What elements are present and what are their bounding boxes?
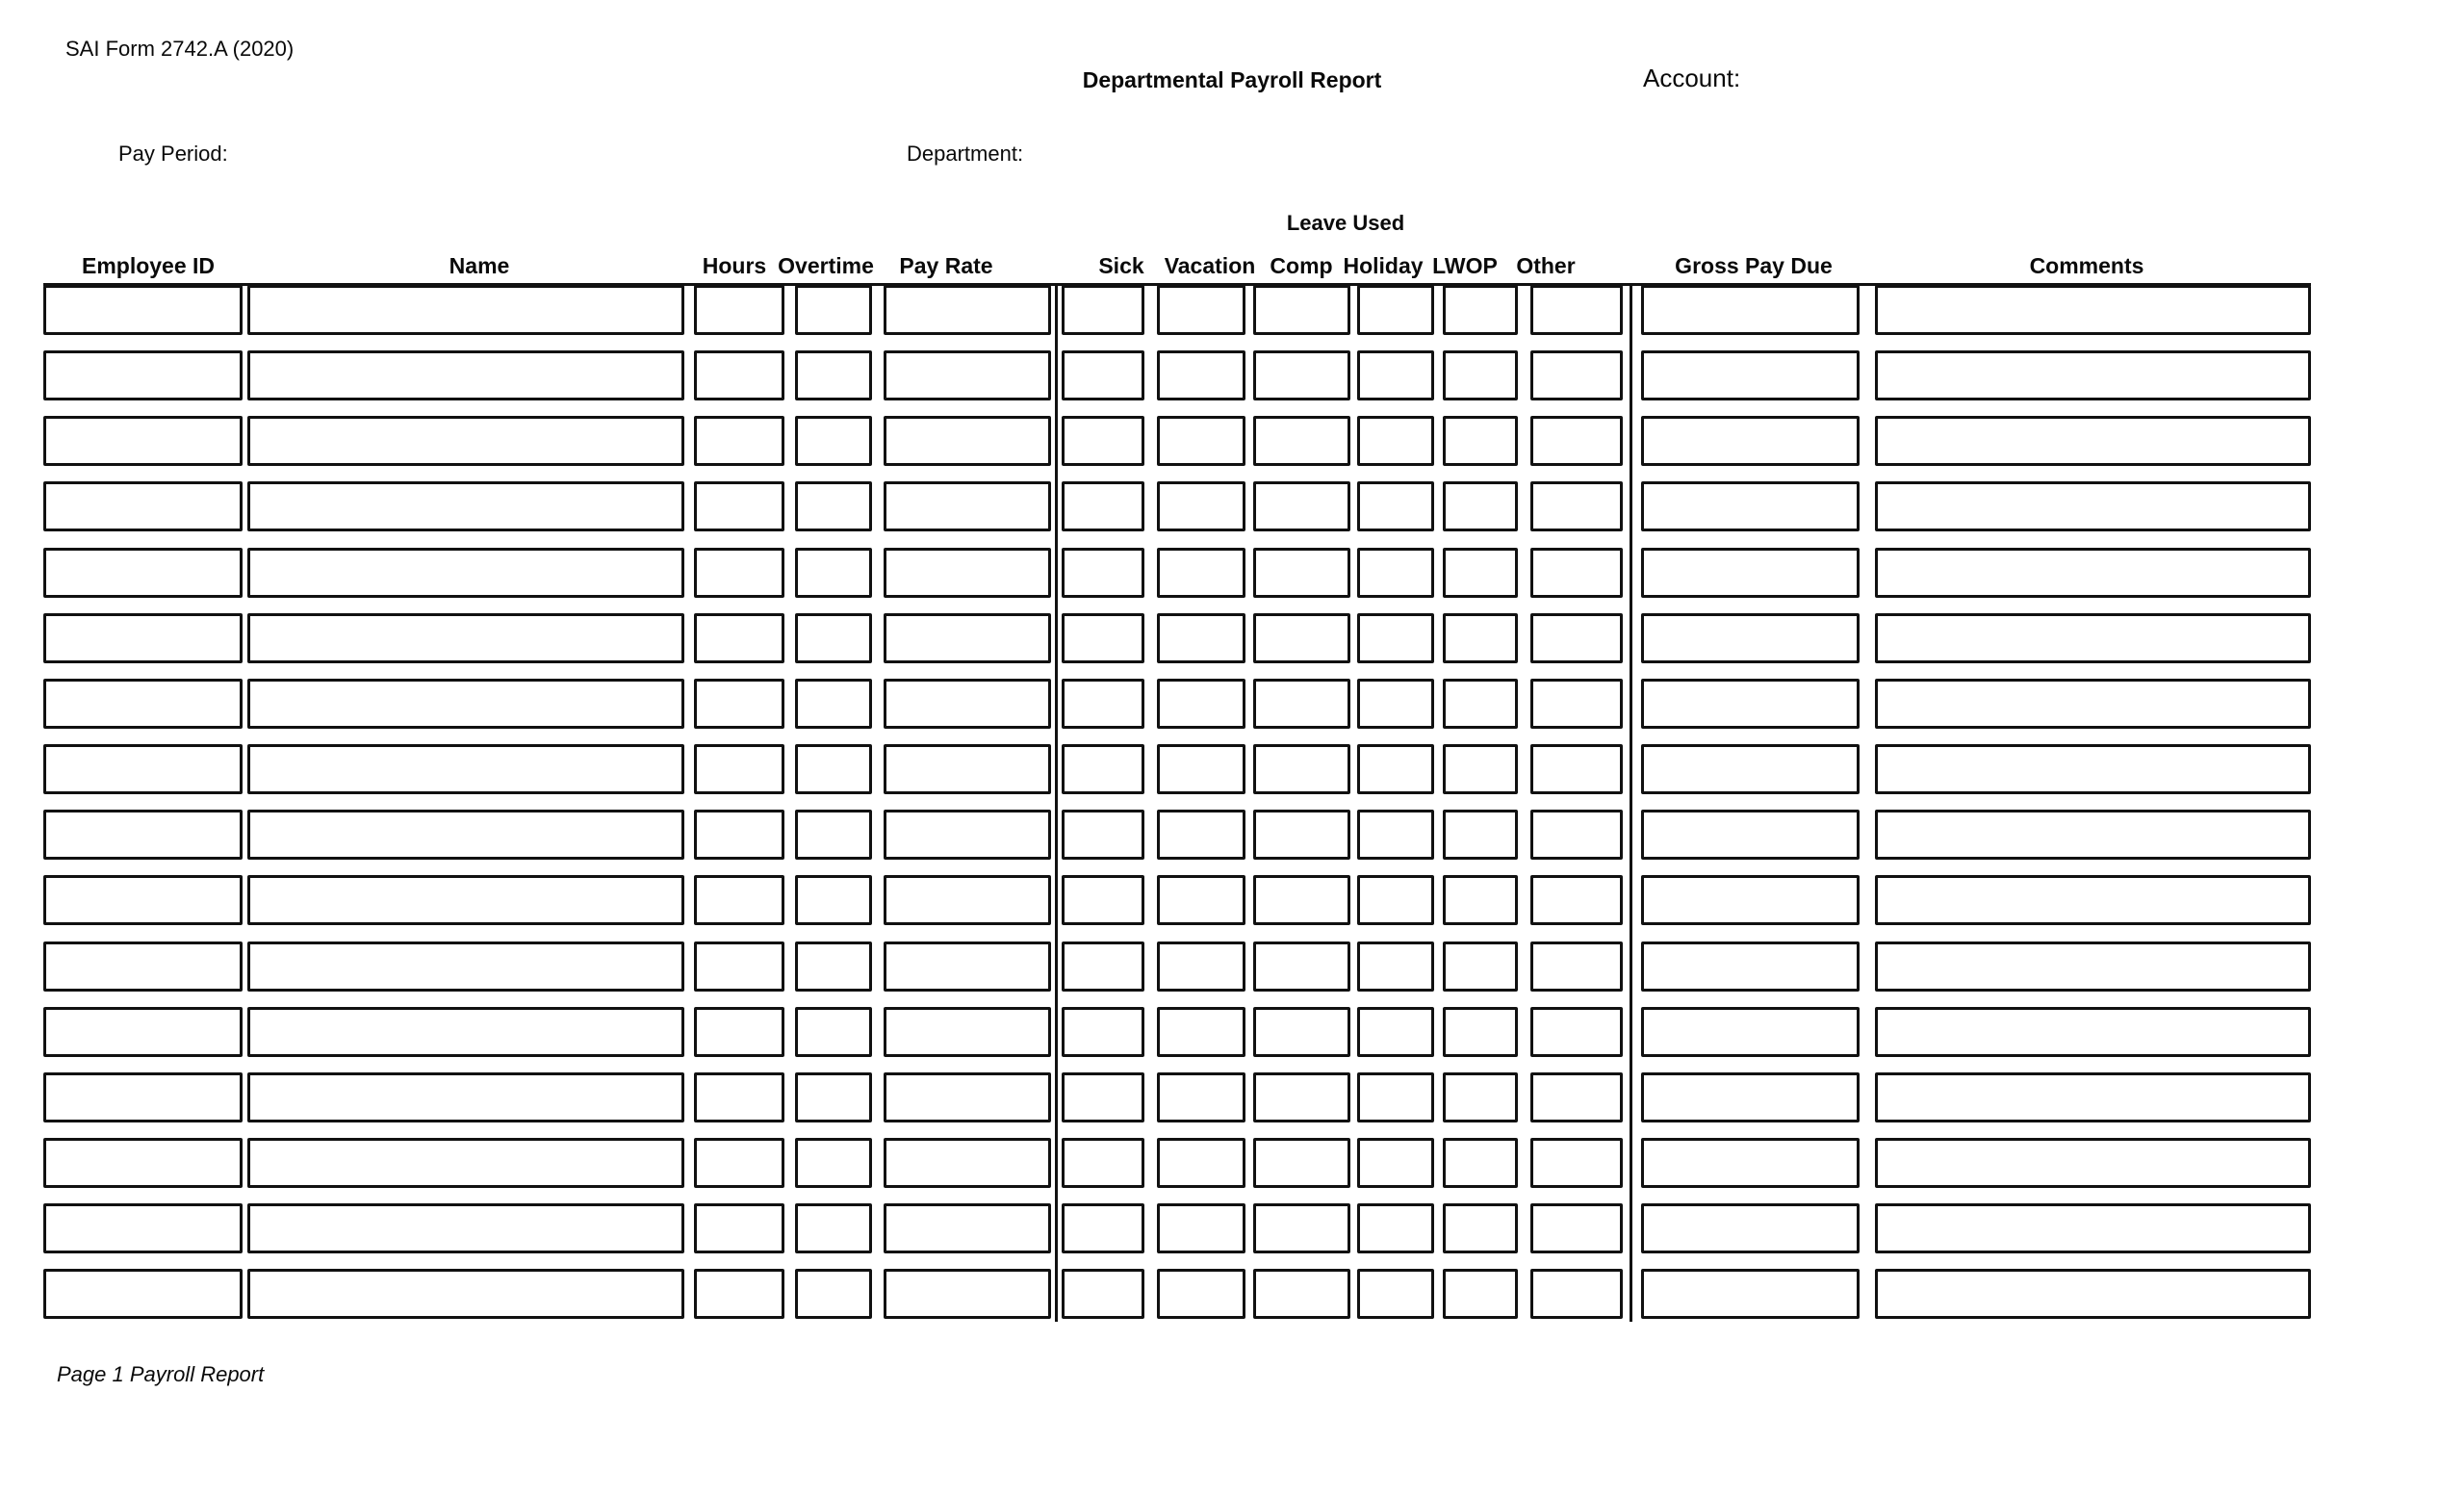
cell-sick-row-11[interactable] [1062,941,1144,992]
cell-sick-row-9[interactable] [1062,810,1144,860]
cell-lwop-row-10[interactable] [1443,875,1518,925]
cell-holiday-row-13[interactable] [1357,1072,1434,1122]
cell-overtime-row-15[interactable] [795,1203,872,1253]
cell-holiday-row-12[interactable] [1357,1007,1434,1057]
cell-holiday-row-1[interactable] [1357,285,1434,335]
cell-holiday-row-14[interactable] [1357,1138,1434,1188]
cell-hours-row-2[interactable] [694,350,784,400]
cell-other-row-12[interactable] [1530,1007,1623,1057]
cell-name-row-9[interactable] [247,810,684,860]
cell-overtime-row-13[interactable] [795,1072,872,1122]
cell-lwop-row-7[interactable] [1443,679,1518,729]
cell-other-row-2[interactable] [1530,350,1623,400]
column-header-lwop: LWOP [1432,253,1498,278]
cell-overtime-row-2[interactable] [795,350,872,400]
cell-pay-rate-row-11[interactable] [884,941,1051,992]
cell-comments-row-3[interactable] [1875,416,2311,466]
cell-lwop-row-15[interactable] [1443,1203,1518,1253]
cell-comments-row-9[interactable] [1875,810,2311,860]
cell-holiday-row-2[interactable] [1357,350,1434,400]
cell-holiday-row-7[interactable] [1357,679,1434,729]
cell-name-row-10[interactable] [247,875,684,925]
table-row-11 [0,941,2464,992]
cell-pay-rate-row-6[interactable] [884,613,1051,663]
table-row-2 [0,350,2464,400]
cell-hours-row-10[interactable] [694,875,784,925]
column-header-pay-rate: Pay Rate [899,253,993,278]
cell-vacation-row-2[interactable] [1157,350,1245,400]
cell-comments-row-11[interactable] [1875,941,2311,992]
pay-period-label: Pay Period: [118,142,228,166]
cell-comments-row-15[interactable] [1875,1203,2311,1253]
cell-name-row-8[interactable] [247,744,684,794]
cell-other-row-7[interactable] [1530,679,1623,729]
column-header-vacation: Vacation [1164,253,1256,278]
cell-comments-row-6[interactable] [1875,613,2311,663]
table-row-10 [0,875,2464,925]
table-row-3 [0,416,2464,466]
cell-gross-pay-due-row-3[interactable] [1641,416,1860,466]
cell-vacation-row-5[interactable] [1157,548,1245,598]
cell-vacation-row-9[interactable] [1157,810,1245,860]
cell-pay-rate-row-4[interactable] [884,481,1051,531]
cell-overtime-row-16[interactable] [795,1269,872,1319]
cell-pay-rate-row-8[interactable] [884,744,1051,794]
cell-lwop-row-6[interactable] [1443,613,1518,663]
cell-gross-pay-due-row-7[interactable] [1641,679,1860,729]
column-header-name: Name [449,253,510,278]
cell-comp-row-13[interactable] [1253,1072,1350,1122]
cell-vacation-row-4[interactable] [1157,481,1245,531]
cell-employee-id-row-11[interactable] [43,941,243,992]
cell-employee-id-row-16[interactable] [43,1269,243,1319]
cell-lwop-row-16[interactable] [1443,1269,1518,1319]
cell-vacation-row-13[interactable] [1157,1072,1245,1122]
cell-employee-id-row-1[interactable] [43,285,243,335]
cell-hours-row-5[interactable] [694,548,784,598]
cell-comp-row-10[interactable] [1253,875,1350,925]
account-label: Account: [1643,64,1741,92]
cell-name-row-6[interactable] [247,613,684,663]
cell-hours-row-8[interactable] [694,744,784,794]
cell-overtime-row-12[interactable] [795,1007,872,1057]
page-footer: Page 1 Payroll Report [57,1362,265,1386]
cell-employee-id-row-10[interactable] [43,875,243,925]
column-header-employee-id: Employee ID [81,253,216,278]
table-row-12 [0,1007,2464,1057]
cell-lwop-row-2[interactable] [1443,350,1518,400]
cell-name-row-7[interactable] [247,679,684,729]
cell-comments-row-4[interactable] [1875,481,2311,531]
cell-comments-row-7[interactable] [1875,679,2311,729]
cell-other-row-9[interactable] [1530,810,1623,860]
cell-other-row-5[interactable] [1530,548,1623,598]
cell-gross-pay-due-row-9[interactable] [1641,810,1860,860]
cell-name-row-12[interactable] [247,1007,684,1057]
cell-vacation-row-11[interactable] [1157,941,1245,992]
cell-other-row-15[interactable] [1530,1203,1623,1253]
column-header-hours: Hours [702,253,767,278]
table-row-13 [0,1072,2464,1122]
cell-lwop-row-13[interactable] [1443,1072,1518,1122]
cell-vacation-row-10[interactable] [1157,875,1245,925]
cell-sick-row-14[interactable] [1062,1138,1144,1188]
column-header-comments: Comments [2029,253,2144,278]
cell-other-row-6[interactable] [1530,613,1623,663]
cell-pay-rate-row-3[interactable] [884,416,1051,466]
cell-hours-row-11[interactable] [694,941,784,992]
cell-employee-id-row-2[interactable] [43,350,243,400]
cell-gross-pay-due-row-14[interactable] [1641,1138,1860,1188]
cell-holiday-row-4[interactable] [1357,481,1434,531]
cell-employee-id-row-13[interactable] [43,1072,243,1122]
cell-other-row-16[interactable] [1530,1269,1623,1319]
cell-sick-row-13[interactable] [1062,1072,1144,1122]
cell-comp-row-7[interactable] [1253,679,1350,729]
cell-holiday-row-9[interactable] [1357,810,1434,860]
leave-used-group-header: Leave Used [1286,211,1405,235]
cell-vacation-row-15[interactable] [1157,1203,1245,1253]
cell-other-row-13[interactable] [1530,1072,1623,1122]
cell-overtime-row-14[interactable] [795,1138,872,1188]
cell-holiday-row-3[interactable] [1357,416,1434,466]
cell-comp-row-1[interactable] [1253,285,1350,335]
cell-comp-row-12[interactable] [1253,1007,1350,1057]
cell-employee-id-row-4[interactable] [43,481,243,531]
cell-lwop-row-9[interactable] [1443,810,1518,860]
cell-pay-rate-row-1[interactable] [884,285,1051,335]
cell-comp-row-14[interactable] [1253,1138,1350,1188]
cell-comments-row-8[interactable] [1875,744,2311,794]
form-number: SAI Form 2742.A (2020) [65,37,295,61]
cell-overtime-row-10[interactable] [795,875,872,925]
cell-sick-row-16[interactable] [1062,1269,1144,1319]
cell-name-row-3[interactable] [247,416,684,466]
cell-employee-id-row-3[interactable] [43,416,243,466]
column-header-gross-pay-due: Gross Pay Due [1675,253,1833,278]
cell-holiday-row-10[interactable] [1357,875,1434,925]
cell-hours-row-12[interactable] [694,1007,784,1057]
cell-vacation-row-14[interactable] [1157,1138,1245,1188]
cell-pay-rate-row-12[interactable] [884,1007,1051,1057]
cell-gross-pay-due-row-6[interactable] [1641,613,1860,663]
column-header-holiday: Holiday [1343,253,1424,278]
cell-lwop-row-1[interactable] [1443,285,1518,335]
cell-sick-row-6[interactable] [1062,613,1144,663]
cell-name-row-1[interactable] [247,285,684,335]
cell-lwop-row-12[interactable] [1443,1007,1518,1057]
cell-vacation-row-16[interactable] [1157,1269,1245,1319]
cell-employee-id-row-6[interactable] [43,613,243,663]
cell-overtime-row-3[interactable] [795,416,872,466]
cell-other-row-11[interactable] [1530,941,1623,992]
cell-lwop-row-4[interactable] [1443,481,1518,531]
cell-gross-pay-due-row-8[interactable] [1641,744,1860,794]
cell-other-row-8[interactable] [1530,744,1623,794]
cell-holiday-row-8[interactable] [1357,744,1434,794]
cell-overtime-row-6[interactable] [795,613,872,663]
cell-gross-pay-due-row-13[interactable] [1641,1072,1860,1122]
cell-name-row-16[interactable] [247,1269,684,1319]
table-row-1 [0,285,2464,335]
table-row-6 [0,613,2464,663]
cell-holiday-row-15[interactable] [1357,1203,1434,1253]
table-row-15 [0,1203,2464,1253]
cell-pay-rate-row-5[interactable] [884,548,1051,598]
cell-hours-row-15[interactable] [694,1203,784,1253]
cell-name-row-14[interactable] [247,1138,684,1188]
cell-sick-row-1[interactable] [1062,285,1144,335]
cell-holiday-row-16[interactable] [1357,1269,1434,1319]
cell-pay-rate-row-16[interactable] [884,1269,1051,1319]
cell-overtime-row-8[interactable] [795,744,872,794]
cell-comments-row-5[interactable] [1875,548,2311,598]
cell-gross-pay-due-row-11[interactable] [1641,941,1860,992]
cell-comp-row-2[interactable] [1253,350,1350,400]
cell-other-row-14[interactable] [1530,1138,1623,1188]
table-row-16 [0,1269,2464,1319]
cell-employee-id-row-5[interactable] [43,548,243,598]
cell-gross-pay-due-row-12[interactable] [1641,1007,1860,1057]
cell-name-row-4[interactable] [247,481,684,531]
department-label: Department: [907,142,1024,166]
cell-gross-pay-due-row-2[interactable] [1641,350,1860,400]
cell-comp-row-5[interactable] [1253,548,1350,598]
table-row-8 [0,744,2464,794]
cell-comments-row-13[interactable] [1875,1072,2311,1122]
cell-comp-row-11[interactable] [1253,941,1350,992]
cell-hours-row-1[interactable] [694,285,784,335]
cell-sick-row-2[interactable] [1062,350,1144,400]
cell-comp-row-8[interactable] [1253,744,1350,794]
cell-overtime-row-5[interactable] [795,548,872,598]
cell-comp-row-6[interactable] [1253,613,1350,663]
cell-hours-row-13[interactable] [694,1072,784,1122]
cell-overtime-row-9[interactable] [795,810,872,860]
cell-gross-pay-due-row-4[interactable] [1641,481,1860,531]
cell-name-row-2[interactable] [247,350,684,400]
cell-hours-row-3[interactable] [694,416,784,466]
cell-comp-row-3[interactable] [1253,416,1350,466]
cell-other-row-4[interactable] [1530,481,1623,531]
cell-employee-id-row-12[interactable] [43,1007,243,1057]
cell-name-row-13[interactable] [247,1072,684,1122]
cell-name-row-5[interactable] [247,548,684,598]
cell-comments-row-2[interactable] [1875,350,2311,400]
cell-pay-rate-row-14[interactable] [884,1138,1051,1188]
cell-vacation-row-3[interactable] [1157,416,1245,466]
cell-other-row-10[interactable] [1530,875,1623,925]
table-row-9 [0,810,2464,860]
column-header-overtime: Overtime [778,253,874,278]
table-row-5 [0,548,2464,598]
cell-gross-pay-due-row-10[interactable] [1641,875,1860,925]
cell-holiday-row-11[interactable] [1357,941,1434,992]
cell-other-row-1[interactable] [1530,285,1623,335]
page-title: Departmental Payroll Report [1082,67,1382,92]
cell-comp-row-16[interactable] [1253,1269,1350,1319]
cell-hours-row-9[interactable] [694,810,784,860]
cell-hours-row-4[interactable] [694,481,784,531]
cell-pay-rate-row-15[interactable] [884,1203,1051,1253]
cell-gross-pay-due-row-5[interactable] [1641,548,1860,598]
cell-employee-id-row-14[interactable] [43,1138,243,1188]
cell-holiday-row-5[interactable] [1357,548,1434,598]
cell-lwop-row-11[interactable] [1443,941,1518,992]
table-row-4 [0,481,2464,531]
cell-overtime-row-1[interactable] [795,285,872,335]
cell-overtime-row-11[interactable] [795,941,872,992]
cell-comments-row-10[interactable] [1875,875,2311,925]
cell-pay-rate-row-2[interactable] [884,350,1051,400]
cell-gross-pay-due-row-16[interactable] [1641,1269,1860,1319]
cell-name-row-15[interactable] [247,1203,684,1253]
cell-employee-id-row-7[interactable] [43,679,243,729]
cell-vacation-row-12[interactable] [1157,1007,1245,1057]
cell-name-row-11[interactable] [247,941,684,992]
cell-sick-row-8[interactable] [1062,744,1144,794]
cell-sick-row-3[interactable] [1062,416,1144,466]
table-row-14 [0,1138,2464,1188]
cell-overtime-row-7[interactable] [795,679,872,729]
cell-comments-row-14[interactable] [1875,1138,2311,1188]
cell-sick-row-10[interactable] [1062,875,1144,925]
cell-gross-pay-due-row-15[interactable] [1641,1203,1860,1253]
cell-pay-rate-row-9[interactable] [884,810,1051,860]
cell-employee-id-row-15[interactable] [43,1203,243,1253]
table-row-7 [0,679,2464,729]
cell-comp-row-4[interactable] [1253,481,1350,531]
cell-hours-row-7[interactable] [694,679,784,729]
cell-sick-row-15[interactable] [1062,1203,1144,1253]
cell-comments-row-16[interactable] [1875,1269,2311,1319]
cell-gross-pay-due-row-1[interactable] [1641,285,1860,335]
cell-vacation-row-1[interactable] [1157,285,1245,335]
cell-lwop-row-8[interactable] [1443,744,1518,794]
cell-vacation-row-6[interactable] [1157,613,1245,663]
cell-comp-row-15[interactable] [1253,1203,1350,1253]
cell-pay-rate-row-7[interactable] [884,679,1051,729]
cell-lwop-row-3[interactable] [1443,416,1518,466]
cell-hours-row-6[interactable] [694,613,784,663]
cell-comp-row-9[interactable] [1253,810,1350,860]
cell-pay-rate-row-10[interactable] [884,875,1051,925]
cell-holiday-row-6[interactable] [1357,613,1434,663]
cell-sick-row-12[interactable] [1062,1007,1144,1057]
cell-hours-row-14[interactable] [694,1138,784,1188]
cell-comments-row-1[interactable] [1875,285,2311,335]
cell-sick-row-7[interactable] [1062,679,1144,729]
cell-employee-id-row-9[interactable] [43,810,243,860]
cell-overtime-row-4[interactable] [795,481,872,531]
cell-sick-row-4[interactable] [1062,481,1144,531]
cell-vacation-row-8[interactable] [1157,744,1245,794]
cell-lwop-row-5[interactable] [1443,548,1518,598]
cell-other-row-3[interactable] [1530,416,1623,466]
cell-hours-row-16[interactable] [694,1269,784,1319]
cell-comments-row-12[interactable] [1875,1007,2311,1057]
column-header-other: Other [1516,253,1576,278]
column-header-sick: Sick [1098,253,1144,278]
cell-pay-rate-row-13[interactable] [884,1072,1051,1122]
cell-employee-id-row-8[interactable] [43,744,243,794]
column-header-comp: Comp [1270,253,1333,278]
cell-vacation-row-7[interactable] [1157,679,1245,729]
cell-sick-row-5[interactable] [1062,548,1144,598]
cell-lwop-row-14[interactable] [1443,1138,1518,1188]
